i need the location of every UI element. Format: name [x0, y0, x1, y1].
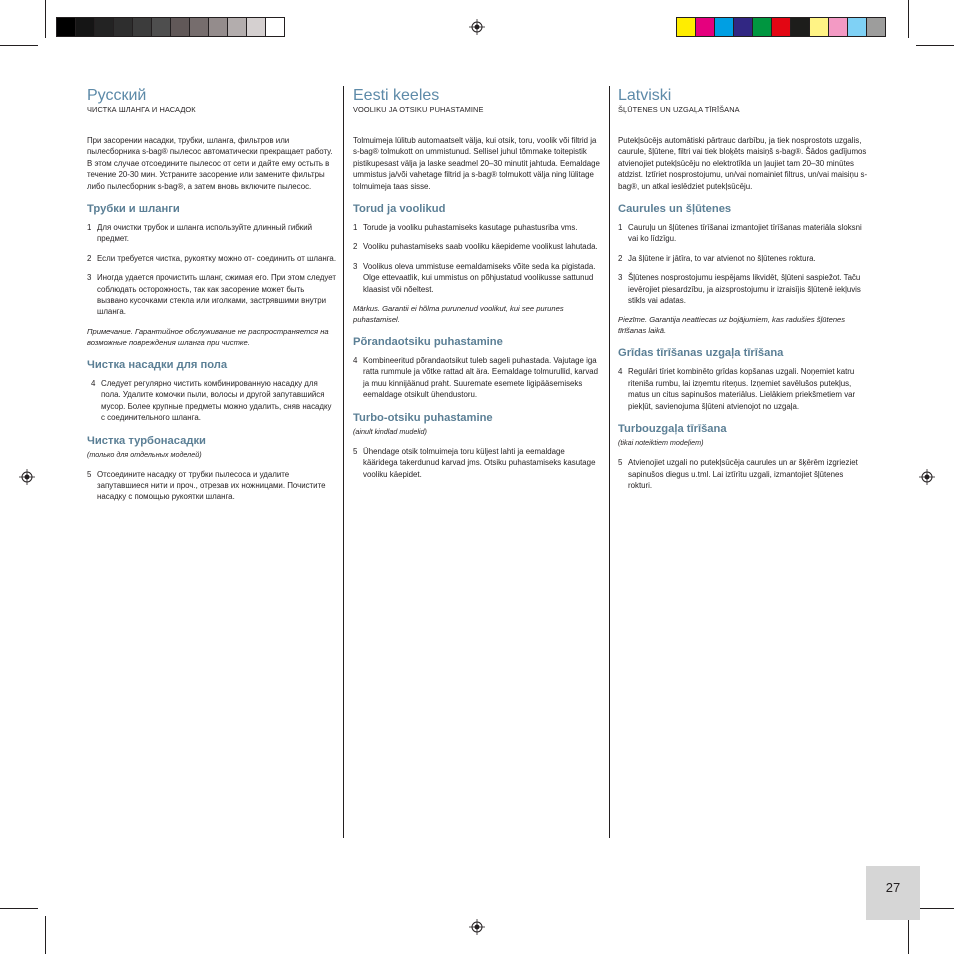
step-number: 4: [353, 356, 358, 366]
color-swatch: [265, 17, 285, 37]
heading-floor-nozzle: Чистка насадки для пола: [87, 358, 228, 371]
step-text: Ja šļūtene ir jātīra, to var atvienot no šļūtenes roktura.: [628, 253, 816, 263]
crop-mark: [916, 908, 954, 909]
section-title: Русский: [87, 87, 147, 104]
column-latvian: [618, 86, 868, 499]
color-swatch: [56, 17, 76, 37]
color-swatch: [695, 17, 715, 37]
step-item: [618, 272, 868, 306]
step-item: [353, 241, 601, 252]
color-swatch: [170, 17, 190, 37]
step-item: [87, 378, 337, 424]
crop-mark: [916, 45, 954, 46]
step-item: [618, 457, 868, 491]
color-swatch: [809, 17, 829, 37]
page-number-box: [866, 866, 920, 920]
step-number: 3: [618, 273, 623, 283]
step-number: 3: [87, 273, 92, 283]
step-number: 1: [87, 223, 92, 233]
color-swatch: [113, 17, 133, 37]
heading-turbo-nozzle: Чистка турбонасадки: [87, 434, 206, 447]
warranty-note: Примечание. Гарантийное обслуживание не распространяется на возможные повреждения шланга при чистке.: [87, 326, 329, 347]
color-swatch: [676, 17, 696, 37]
color-swatch: [771, 17, 791, 37]
step-item: [618, 222, 868, 245]
registration-mark-icon: [19, 469, 35, 485]
column-russian: [87, 86, 337, 511]
heading-tubes: Трубки и шланги: [87, 203, 180, 216]
step-text: Если требуется чистка, рукоятку можно от- соединить от шланга.: [97, 253, 337, 263]
step-text: Cauruļu un šļūtenes tīrīšanai izmantojiet tīrīšanas materiāla sloksni vai ko līdzīgu.: [628, 223, 862, 244]
step-number: 4: [91, 378, 96, 388]
step-number: 5: [618, 458, 623, 468]
model-hint: (ainult kindlad mudelid): [353, 426, 427, 436]
step-text: Vooliku puhastamiseks saab vooliku käepideme voolikust lahutada.: [363, 242, 598, 252]
crop-mark: [0, 45, 38, 46]
step-item: [353, 446, 601, 480]
grayscale-calibration-strip: [56, 17, 284, 37]
step-item: [353, 261, 601, 295]
registration-mark-icon: [919, 469, 935, 485]
step-number: 5: [87, 469, 92, 479]
column-divider: [343, 86, 344, 838]
color-swatch: [189, 17, 209, 37]
color-swatch: [828, 17, 848, 37]
crop-mark: [908, 916, 909, 954]
color-swatch: [866, 17, 886, 37]
step-number: 3: [353, 261, 358, 271]
color-swatch: [714, 17, 734, 37]
color-swatch: [151, 17, 171, 37]
step-text: Atvienojiet uzgali no putekļsūcēja caurules un ar šķērēm izgrieziet sapinušos diegus u.tml. Lai iztīrītu uzgali, izmantojiet šļūtenes rokturi.: [628, 458, 858, 490]
warranty-note: Märkus. Garantii ei hõlma purunenud voolikut, kui see purunes puhastamisel.: [353, 304, 564, 325]
section-subtitle: ЧИСТКА ШЛАНГА И НАСАДОК: [87, 105, 196, 114]
step-item: [353, 222, 601, 233]
crop-mark: [45, 0, 46, 38]
step-text: Иногда удается прочистить шланг, сжимая его. При этом следует соблюдать осторожность, так как засорение может быть вызвано кусочками стекла или иголками, застрявшими внутри шланга.: [97, 273, 336, 317]
step-text: Отсоедините насадку от трубки пылесоса и удалите запутавшиеся нити и проч., отрезав их ножницами. Почистите насадку с помощью рукоятки шланга.: [97, 469, 326, 502]
color-swatch: [790, 17, 810, 37]
page-number: 27: [885, 880, 901, 895]
crop-mark: [0, 908, 38, 909]
heading-tubes: Torud ja voolikud: [353, 203, 446, 216]
step-text: Voolikus oleva ummistuse eemaldamiseks võite seda ka pigistada. Olge ettevaatlik, kui ummistus on põhjustatud voolikusse sattunud klaasist või nõeltest.: [363, 261, 596, 294]
color-swatch: [847, 17, 867, 37]
heading-turbo-nozzle: Turbo-otsiku puhastamine: [353, 411, 493, 424]
step-text: Regulāri tīriet kombinēto grīdas kopšanas uzgali. Noņemiet katru riteniša rumbu, lai izņemtu riteņus. Izņemiet savēlušos putekļus, matus un citus sapinušos materiālus. Lielākiem priekšmetiem var piekļūt, savienojuma šļūteni atvienojot no uzgaļa.: [628, 367, 856, 411]
registration-mark-icon: [469, 19, 485, 35]
intro-paragraph: При засорении насадки, трубки, шланга, фильтров или пылесборника s-bag® пылесос автоматически прекращает работу. В этом случае отсоедините пылесос от сети и дайте ему остыть в течение 20-30 мин. Устраните засорение или замените фильтры либо пылесборник s-bag®, а затем вновь включите пылесос.: [87, 136, 333, 191]
model-hint: (tikai noteiktiem modeļiem): [618, 438, 704, 448]
warranty-note: Piezīme. Garantija neattiecas uz bojājumiem, kas radušies šļūtenes tīrīšanas laikā.: [618, 315, 846, 336]
step-text: Для очистки трубок и шланга используйте длинный гибкий предмет.: [97, 223, 313, 244]
section-title: Latviski: [618, 87, 672, 104]
color-swatch: [75, 17, 95, 37]
step-text: Šļūtenes nosprostojumu iespējams likvidēt, šļūteni saspiežot. Taču ievērojiet piesardzību, ja aizsprostojumu ir izraisījis šļūtenē iekļuvis stikls vai adatas.: [628, 273, 861, 306]
step-item: [87, 222, 337, 245]
registration-mark-icon: [469, 919, 485, 935]
color-calibration-strip: [676, 17, 885, 37]
step-item: [353, 355, 601, 401]
step-number: 4: [618, 367, 623, 377]
step-text: Ühendage otsik tolmuimeja toru küljest lahti ja eemaldage kääridega takerdunud karvad jms. Otsiku puhastamiseks kasutage vooliku käepidet.: [363, 446, 596, 479]
section-title: Eesti keeles: [353, 87, 440, 104]
color-swatch: [94, 17, 114, 37]
step-number: 1: [618, 223, 623, 233]
step-number: 2: [353, 242, 358, 252]
step-text: Torude ja vooliku puhastamiseks kasutage puhastusriba vms.: [363, 223, 578, 233]
crop-mark: [45, 916, 46, 954]
step-item: [87, 272, 337, 318]
column-divider: [609, 86, 610, 838]
step-item: [618, 366, 868, 412]
column-estonian: [353, 86, 601, 488]
step-item: [87, 469, 337, 503]
heading-tubes: Caurules un šļūtenes: [618, 203, 732, 216]
color-swatch: [208, 17, 228, 37]
step-number: 2: [618, 253, 623, 263]
step-item: [618, 253, 868, 264]
color-swatch: [733, 17, 753, 37]
step-text: Kombineeritud põrandaotsikut tuleb sageli puhastada. Vajutage iga ratta rummule ja võtke rattad alt ära. Eemaldage tolmurullid, karvad ja muu kinnijäänud praht. Suuremate esemete ligipääsemiseks eemaldage otsikult ühendustoru.: [363, 356, 599, 400]
color-swatch: [246, 17, 266, 37]
step-number: 5: [353, 446, 358, 456]
color-swatch: [227, 17, 247, 37]
heading-turbo-nozzle: Turbouzgaļa tīrīšana: [618, 423, 727, 436]
step-item: [87, 253, 337, 264]
color-swatch: [132, 17, 152, 37]
crop-mark: [908, 0, 909, 38]
color-swatch: [752, 17, 772, 37]
step-number: 2: [87, 253, 92, 263]
heading-floor-nozzle: Grīdas tīrīšanas uzgaļa tīrīšana: [618, 347, 784, 360]
section-subtitle: VOOLIKU JA OTSIKU PUHASTAMINE: [353, 105, 484, 114]
step-text: Следует регулярно чистить комбинированную насадку для пола. Удалите комочки пыли, волосы и другой запутавшийся мусор. Более крупные предметы можно удалить, сняв насадку с соединительного шланга.: [101, 378, 332, 423]
heading-floor-nozzle: Põrandaotsiku puhastamine: [353, 336, 503, 349]
step-number: 1: [353, 223, 358, 233]
intro-paragraph: Tolmuimeja lülitub automaatselt välja, kui otsik, toru, voolik või filtrid ja s-bag® tolmukott on ummistunud. Sellisel juhul tõmmake toitepistik pistikupesast välja ja laske seadmel 20–30 minutit jahtuda. Eemaldage ummistus ja/või vahetage filtrid ja s-bag® tolmukott välja ning lülitage tolmuimeja taas sisse.: [353, 136, 600, 191]
model-hint: (только для отдельных моделей): [87, 449, 202, 459]
section-subtitle: ŠĻŪTENES UN UZGAĻA TĪRĪŠANA: [618, 105, 740, 114]
intro-paragraph: Putekļsūcējs automātiski pārtrauc darbību, ja tiek nosprostots uzgalis, caurule, šļūtene, filtri vai tiek bloķēts maisiņš s-bag®. Šādos gadījumos atvienojiet putekļsūcēju no elektrotīkla un ļaujiet tam 20–30 minūtes atdzist. Iztīriet nosprostojumu, un/vai nomainiet filtrus, un/vai maisiņu s-bag®, un atkal ieslēdziet putekļsūcēju.: [618, 136, 868, 191]
